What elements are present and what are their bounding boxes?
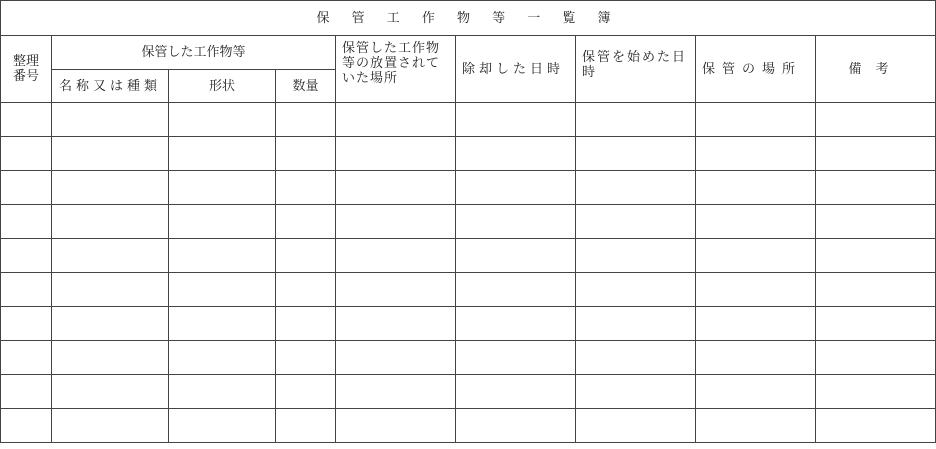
cell-jokyaku-nichiji[interactable]	[456, 341, 576, 375]
cell-hochi-basho[interactable]	[336, 409, 456, 443]
cell-meisho[interactable]	[52, 273, 169, 307]
cell-meisho[interactable]	[52, 307, 169, 341]
cell-meisho[interactable]	[52, 341, 169, 375]
cell-biko[interactable]	[816, 205, 936, 239]
cell-keijo[interactable]	[169, 307, 276, 341]
cell-meisho[interactable]	[52, 103, 169, 137]
cell-biko[interactable]	[816, 375, 936, 409]
cell-keijo[interactable]	[169, 171, 276, 205]
cell-suryo[interactable]	[276, 307, 336, 341]
cell-keijo[interactable]	[169, 103, 276, 137]
cell-hokan-kaishi-nichiji[interactable]	[576, 171, 696, 205]
cell-jokyaku-nichiji[interactable]	[456, 273, 576, 307]
cell-biko[interactable]	[816, 171, 936, 205]
cell-keijo[interactable]	[169, 205, 276, 239]
cell-keijo[interactable]	[169, 375, 276, 409]
cell-meisho[interactable]	[52, 375, 169, 409]
cell-seiri-bango[interactable]	[1, 205, 52, 239]
cell-suryo[interactable]	[276, 103, 336, 137]
cell-suryo[interactable]	[276, 137, 336, 171]
cell-jokyaku-nichiji[interactable]	[456, 307, 576, 341]
cell-hokan-basho[interactable]	[696, 103, 816, 137]
cell-hochi-basho[interactable]	[336, 307, 456, 341]
cell-hokan-kaishi-nichiji[interactable]	[576, 341, 696, 375]
cell-jokyaku-nichiji[interactable]	[456, 205, 576, 239]
register-title: 保 管 工 作 物 等 一 覧 簿	[1, 1, 936, 36]
cell-meisho[interactable]	[52, 205, 169, 239]
cell-seiri-bango[interactable]	[1, 137, 52, 171]
cell-seiri-bango[interactable]	[1, 307, 52, 341]
cell-meisho[interactable]	[52, 137, 169, 171]
table-row	[1, 103, 936, 137]
cell-meisho[interactable]	[52, 409, 169, 443]
cell-seiri-bango[interactable]	[1, 273, 52, 307]
table-row	[1, 341, 936, 375]
table-row	[1, 307, 936, 341]
cell-hokan-basho[interactable]	[696, 205, 816, 239]
cell-hokan-basho[interactable]	[696, 375, 816, 409]
cell-hochi-basho[interactable]	[336, 205, 456, 239]
cell-hokan-basho[interactable]	[696, 171, 816, 205]
cell-hokan-kaishi-nichiji[interactable]	[576, 137, 696, 171]
cell-hochi-basho[interactable]	[336, 341, 456, 375]
cell-hokan-basho[interactable]	[696, 273, 816, 307]
cell-seiri-bango[interactable]	[1, 409, 52, 443]
header-keijo: 形状	[169, 70, 276, 103]
cell-seiri-bango[interactable]	[1, 341, 52, 375]
cell-suryo[interactable]	[276, 205, 336, 239]
header-hokan-kaishi-nichiji: 保管を始めた日時	[576, 36, 696, 103]
cell-jokyaku-nichiji[interactable]	[456, 375, 576, 409]
table-row	[1, 137, 936, 171]
cell-biko[interactable]	[816, 103, 936, 137]
cell-keijo[interactable]	[169, 409, 276, 443]
cell-biko[interactable]	[816, 273, 936, 307]
cell-jokyaku-nichiji[interactable]	[456, 137, 576, 171]
cell-seiri-bango[interactable]	[1, 375, 52, 409]
cell-hokan-kaishi-nichiji[interactable]	[576, 375, 696, 409]
cell-seiri-bango[interactable]	[1, 239, 52, 273]
table-row	[1, 409, 936, 443]
cell-suryo[interactable]	[276, 273, 336, 307]
header-seiri-bango: 整理番号	[1, 36, 52, 103]
cell-keijo[interactable]	[169, 137, 276, 171]
table-row	[1, 171, 936, 205]
cell-suryo[interactable]	[276, 341, 336, 375]
cell-suryo[interactable]	[276, 239, 336, 273]
cell-jokyaku-nichiji[interactable]	[456, 239, 576, 273]
header-hokan-basho: 保管の場所	[696, 36, 816, 103]
cell-hochi-basho[interactable]	[336, 171, 456, 205]
table-row	[1, 239, 936, 273]
cell-jokyaku-nichiji[interactable]	[456, 409, 576, 443]
cell-hochi-basho[interactable]	[336, 273, 456, 307]
cell-meisho[interactable]	[52, 239, 169, 273]
cell-hokan-kaishi-nichiji[interactable]	[576, 307, 696, 341]
header-meisho: 名称又は種類	[52, 70, 169, 103]
cell-hokan-kaishi-nichiji[interactable]	[576, 273, 696, 307]
cell-hokan-basho[interactable]	[696, 409, 816, 443]
cell-biko[interactable]	[816, 307, 936, 341]
table-row	[1, 375, 936, 409]
cell-biko[interactable]	[816, 341, 936, 375]
cell-hokan-kaishi-nichiji[interactable]	[576, 409, 696, 443]
cell-suryo[interactable]	[276, 409, 336, 443]
cell-hokan-kaishi-nichiji[interactable]	[576, 205, 696, 239]
cell-keijo[interactable]	[169, 273, 276, 307]
table-row	[1, 273, 936, 307]
header-hokan-koosakubutsu: 保管した工作物等	[52, 36, 336, 70]
cell-hokan-basho[interactable]	[696, 239, 816, 273]
cell-hochi-basho[interactable]	[336, 375, 456, 409]
table-row	[1, 205, 936, 239]
cell-hokan-basho[interactable]	[696, 137, 816, 171]
cell-hokan-kaishi-nichiji[interactable]	[576, 103, 696, 137]
header-hochi-basho: 保管した工作物等の放置されていた場所	[336, 36, 456, 103]
header-suryo: 数量	[276, 70, 336, 103]
cell-keijo[interactable]	[169, 239, 276, 273]
cell-suryo[interactable]	[276, 171, 336, 205]
cell-biko[interactable]	[816, 409, 936, 443]
cell-biko[interactable]	[816, 239, 936, 273]
cell-biko[interactable]	[816, 137, 936, 171]
cell-hochi-basho[interactable]	[336, 103, 456, 137]
cell-jokyaku-nichiji[interactable]	[456, 103, 576, 137]
cell-hochi-basho[interactable]	[336, 137, 456, 171]
cell-seiri-bango[interactable]	[1, 103, 52, 137]
header-biko: 備考	[816, 36, 936, 103]
cell-meisho[interactable]	[52, 171, 169, 205]
header-jokyaku-nichiji: 除却した日時	[456, 36, 576, 103]
cell-keijo[interactable]	[169, 341, 276, 375]
cell-hokan-basho[interactable]	[696, 307, 816, 341]
cell-hochi-basho[interactable]	[336, 239, 456, 273]
cell-seiri-bango[interactable]	[1, 171, 52, 205]
cell-jokyaku-nichiji[interactable]	[456, 171, 576, 205]
cell-hokan-kaishi-nichiji[interactable]	[576, 239, 696, 273]
cell-suryo[interactable]	[276, 375, 336, 409]
cell-hokan-basho[interactable]	[696, 341, 816, 375]
